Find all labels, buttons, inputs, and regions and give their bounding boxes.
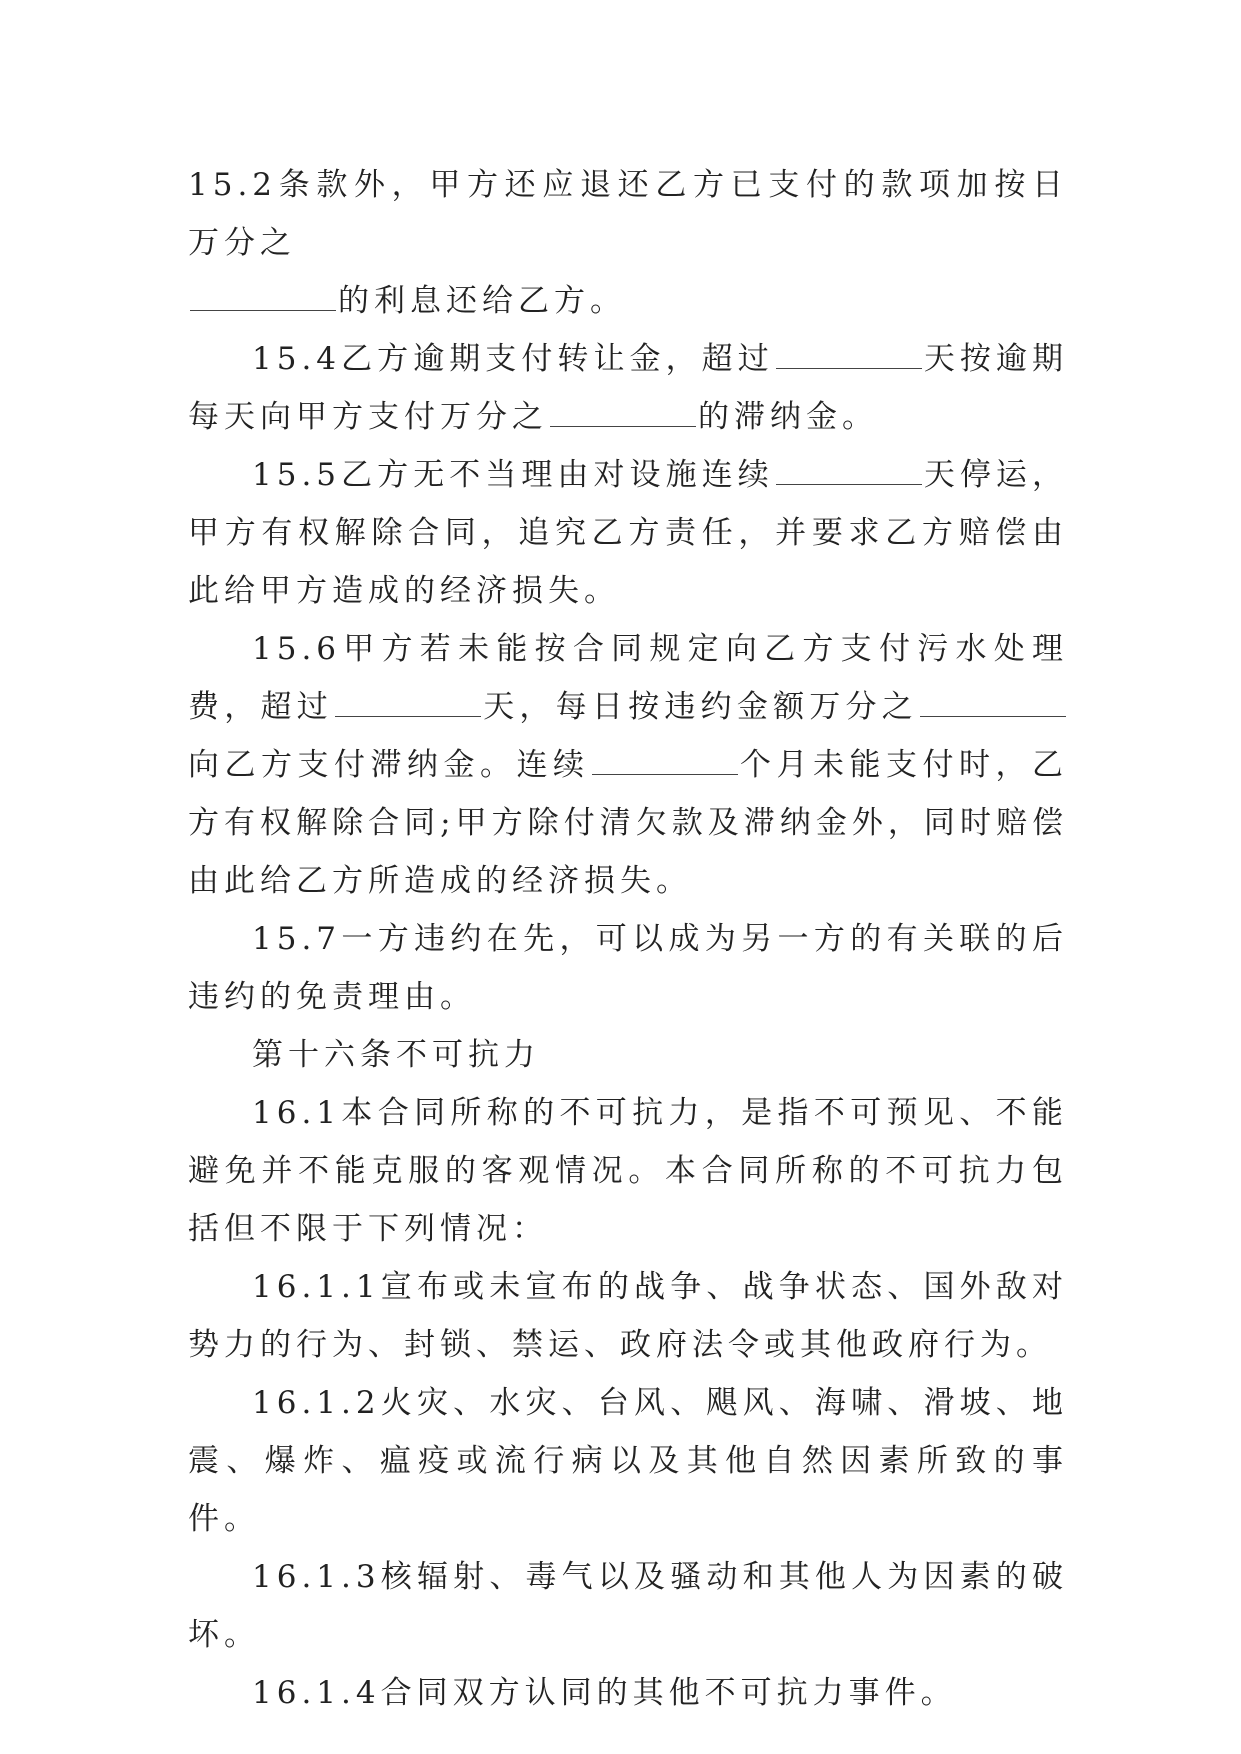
- text-segment: 的利息还给乙方。: [338, 283, 626, 319]
- text-segment: 天停运，甲方有权解除合同，追究乙方责任，并要求乙方赔偿由此给甲方造成的经济损失。: [188, 457, 1068, 609]
- paragraph-16-1-1: 16.1.1宣布或未宣布的战争、战争状态、国外敌对势力的行为、封锁、禁运、政府法令或其他政府行为。: [188, 1269, 1068, 1363]
- paragraph-15-5: [188, 446, 1068, 620]
- text-segment: 15.6甲方若未能按合同规定向乙方支付污水处理费，超过: [188, 631, 1068, 725]
- section-heading-article-16: 第十六条不可抗力: [252, 1037, 540, 1073]
- blank-field: [920, 680, 1066, 717]
- paragraph-15-4: [188, 330, 1068, 446]
- blank-field: [550, 390, 696, 427]
- paragraph-16-1-2: 16.1.2火灾、水灾、台风、飓风、海啸、滑坡、地震、爆炸、瘟疫或流行病以及其他自然因素所致的事件。: [188, 1385, 1068, 1537]
- blank-field: [190, 274, 336, 311]
- text-segment: 的滞纳金。: [698, 399, 878, 435]
- blank-field: [776, 448, 922, 485]
- text-segment: 向乙方支付滞纳金。连续: [188, 747, 590, 783]
- blank-field: [592, 738, 738, 775]
- document-body: [188, 156, 1068, 1722]
- paragraph-16-1-4: 16.1.4合同双方认同的其他不可抗力事件。: [252, 1675, 957, 1711]
- paragraph-16-1: 16.1本合同所称的不可抗力，是指不可预见、不能避免并不能克服的客观情况。本合同所称的不可抗力包括但不限于下列情况：: [188, 1095, 1068, 1247]
- text-segment: 15.2条款外，甲方还应退还乙方已支付的款项加按日万分之: [188, 167, 1068, 261]
- text-segment: 15.5乙方无不当理由对设施连续: [252, 457, 774, 493]
- text-segment: 15.4乙方逾期支付转让金，超过: [252, 341, 774, 377]
- text-segment: 个月未能支付时，乙方有权解除合同;甲方除付清欠款及滞纳金外，同时赔偿由此给乙方所造成的经济损失。: [188, 747, 1068, 899]
- blank-field: [776, 332, 922, 369]
- blank-field: [335, 680, 481, 717]
- paragraph-15-2-continued: [188, 156, 1068, 330]
- text-segment: 天按逾期每天向甲方支付万分之: [188, 341, 1068, 435]
- paragraph-15-7: 15.7一方违约在先，可以成为另一方的有关联的后违约的免责理由。: [188, 921, 1068, 1015]
- paragraph-16-1-3: 16.1.3核辐射、毒气以及骚动和其他人为因素的破坏。: [188, 1559, 1068, 1653]
- paragraph-15-6: [188, 620, 1068, 910]
- text-segment: 天，每日按违约金额万分之: [482, 689, 919, 725]
